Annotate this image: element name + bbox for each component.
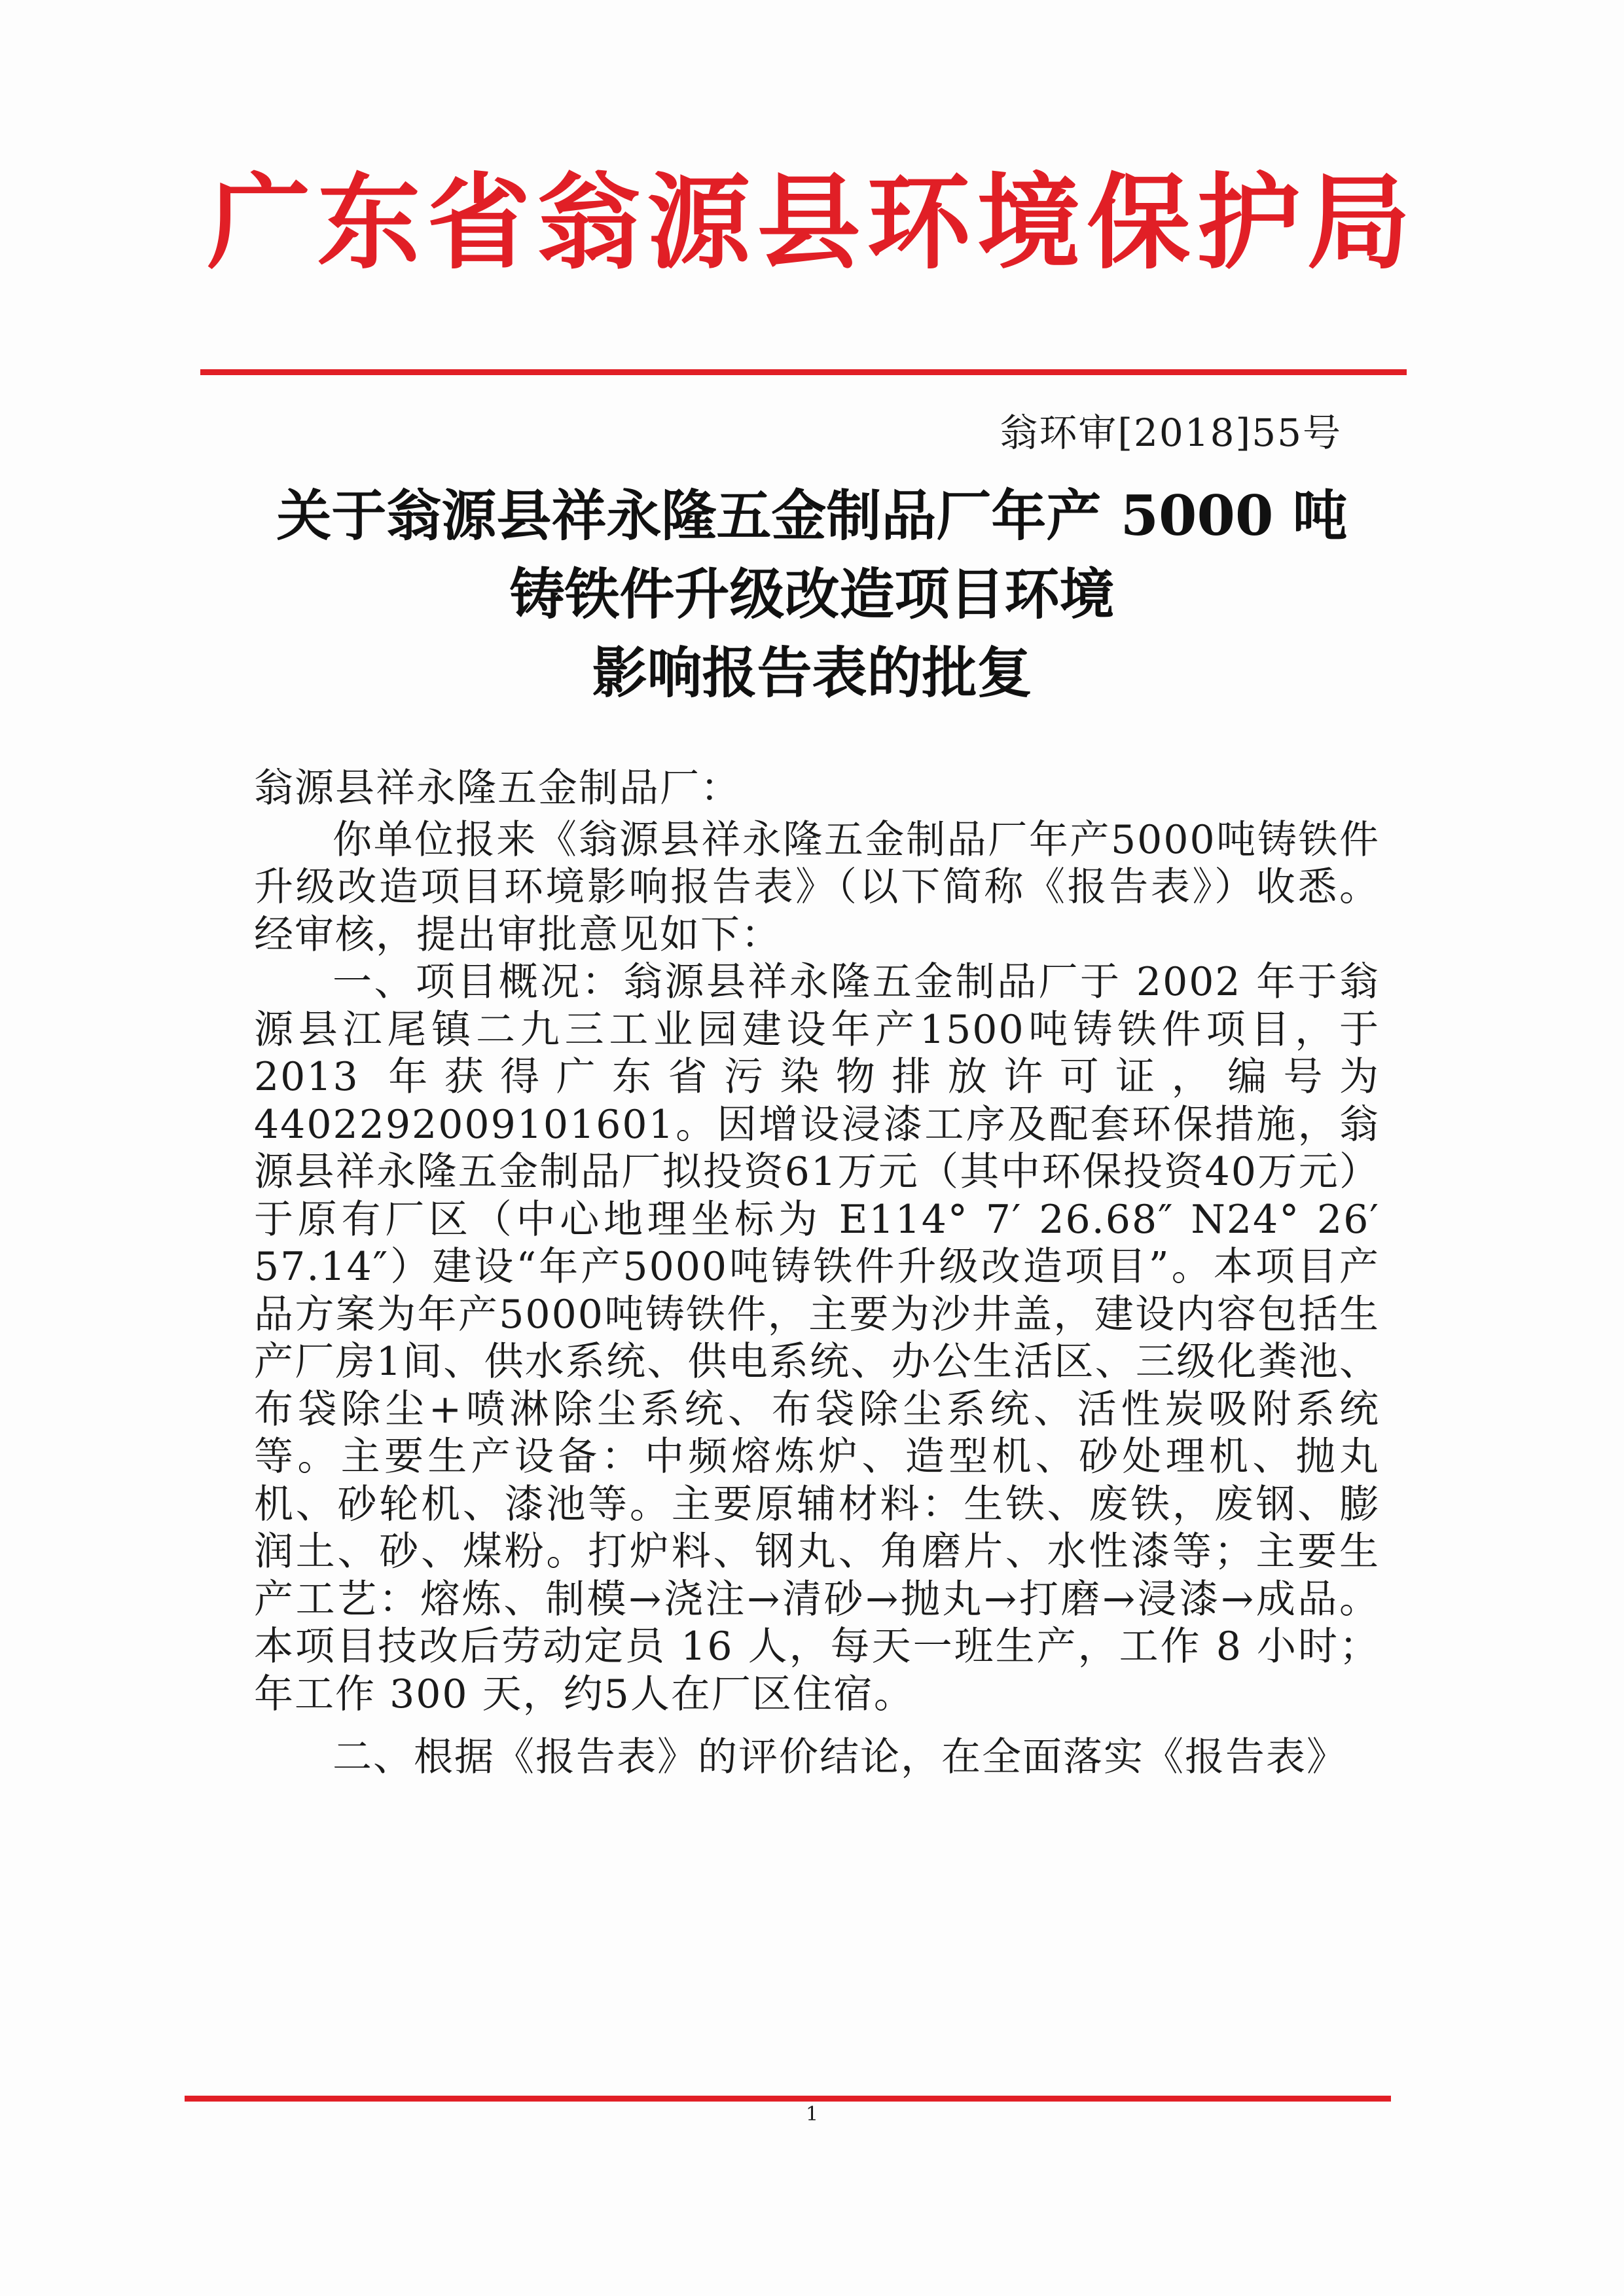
footer-red-divider — [185, 2096, 1391, 2102]
document-body — [254, 765, 1380, 1781]
paragraph-intro: 你单位报来《翁源县祥永隆五金制品厂年产5000吨铸铁件升级改造项目环境影响报告表》（以下简称《报告表》）收悉。经审核，提出审批意见如下： — [254, 816, 1380, 958]
title-line-2: 铸铁件升级改造项目环境 — [509, 562, 1115, 627]
salutation: 翁源县祥永隆五金制品厂： — [254, 765, 741, 811]
issuing-authority-header: 广东省翁源县环境保护局 — [207, 162, 1417, 283]
title-line-1: 关于翁源县祥永隆五金制品厂年产 5000 吨 — [276, 483, 1348, 548]
header-red-divider — [200, 369, 1407, 375]
document-title — [196, 477, 1428, 712]
page-number: 1 — [805, 2103, 819, 2126]
paragraph-evaluation: 二、根据《报告表》的评价结论，在全面落实《报告表》 — [333, 1734, 1347, 1780]
title-line-3: 影响报告表的批复 — [592, 640, 1032, 705]
document-number: 翁环审[2018]55号 — [1000, 410, 1342, 455]
paragraph-project-overview: 一、项目概况：翁源县祥永隆五金制品厂于 2002 年于翁源县江尾镇二九三工业园建设年产1500吨铸铁件项目，于 2013 年获得广东省污染物排放许可证，编号为4402292009101601。因增设浸漆工序及配套环保措施，翁源县祥永隆五金制品厂拟投资61万元（其中环保投资40万元）于原有厂区（中心地理坐标为 E114° 7′ 26.68″ N24° 26′ 57.14″）建设“年产5000吨铸铁件升级改造项目”。本项目产品方案为年产5000吨铸铁件，主要为沙井盖，建设内容包括生产厂房1间、供水系统、供电系统、办公生活区、三级化粪池、布袋除尘+喷淋除尘系统、布袋除尘系统、活性炭吸附系统等。主要生产设备：中频熔炼炉、造型机、砂处理机、抛丸机、砂轮机、漆池等。主要原辅材料：生铁、废铁，废钢、膨润土、砂、煤粉。打炉料、钢丸、角磨片、水性漆等；主要生产工艺：熔炼、制模→浇注→清砂→抛丸→打磨→浸漆→成品。本项目技改后劳动定员 16 人，每天一班生产，工作 8 小时；年工作 300 天，约5人在厂区住宿。 — [254, 959, 1380, 1717]
